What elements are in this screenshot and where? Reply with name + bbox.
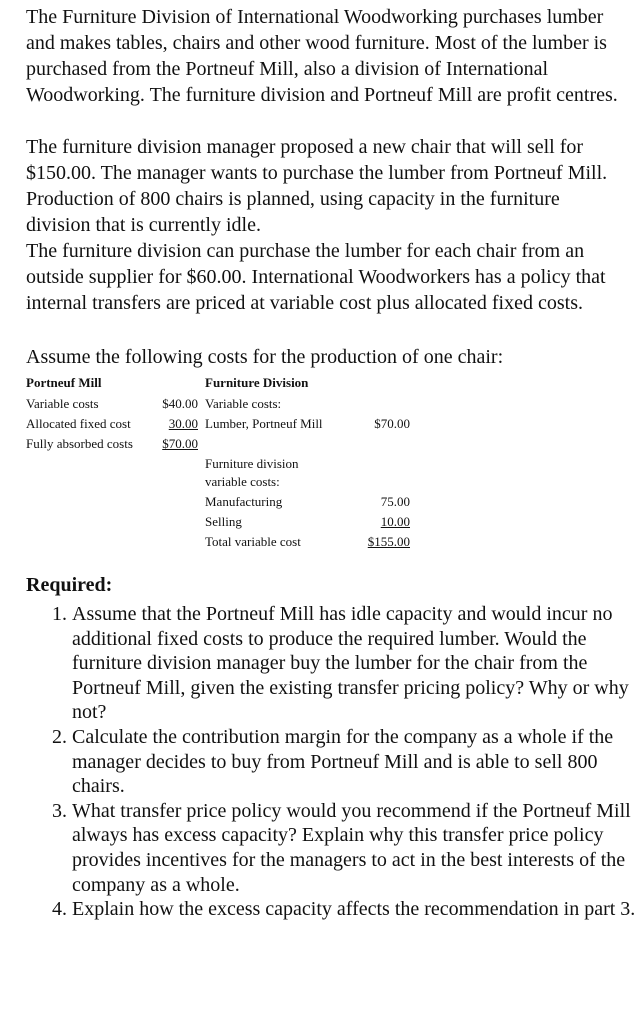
required-heading: Required: (26, 574, 113, 596)
fd-variable-label: Furniture division (205, 456, 299, 471)
furniture-variable-label: Variable costs: (205, 396, 282, 411)
list-item: 2. Calculate the contribution margin for the company as a whole if the manager decides to buy from Portneuf Mill and is able to sell 800 chairs. (72, 725, 642, 799)
required-list (46, 602, 642, 922)
fd-variable-label: variable costs: (205, 474, 280, 489)
mill-row-value: 30.00 (168, 416, 198, 431)
list-item: 3. What transfer price policy would you recommend if the Portneuf Mill always has excess capacity? Explain why this transfer price policy provides incentives for the managers to act in the best interests of the company as a whole. (72, 799, 642, 897)
mill-row-label: Fully absorbed costs (26, 436, 133, 451)
intro-paragraph-1: The Furniture Division of International Woodworking purchases lumber and makes tables, chairs and other wood furniture. Most of the lumber is purchased from the Portneuf Mill, also a division of International Woodworking. The furniture division and Portneuf Mill are profit centres. (26, 6, 618, 106)
intro-paragraph-4: Assume the following costs for the production of one chair: (26, 346, 504, 368)
manufacturing-label: Manufacturing (205, 494, 283, 509)
mill-row-value: $70.00 (162, 436, 198, 451)
list-item: 1. Assume that the Portneuf Mill has idle capacity and would incur no additional fixed costs to produce the required lumber. Would the furniture division manager buy the lumber for the chair from the Portneuf Mill, given the existing transfer pricing policy? Why or why not? (72, 602, 642, 725)
lumber-label: Lumber, Portneuf Mill (205, 416, 323, 431)
list-item: 4. Explain how the excess capacity affects the recommendation in part 3. (72, 897, 642, 922)
total-variable-value: $155.00 (367, 534, 410, 549)
mill-row-value: $40.00 (162, 396, 198, 411)
intro-paragraph-2: The furniture division manager proposed a new chair that will sell for $150.00. The manager wants to purchase the lumber from Portneuf Mill. Production of 800 chairs is planned, using capacity in the furniture division that is currently idle. (26, 136, 608, 236)
total-variable-label: Total variable cost (205, 534, 301, 549)
lumber-value: $70.00 (374, 416, 410, 431)
manufacturing-value: 75.00 (380, 494, 410, 509)
intro-paragraph-3: The furniture division can purchase the lumber for each chair from an outside supplier for $60.00. International Woodworkers has a policy that internal transfers are priced at variable cost plus allocated fixed costs. (26, 240, 606, 314)
mill-row-label: Variable costs (26, 396, 99, 411)
mill-row-label: Allocated fixed cost (26, 416, 131, 431)
mill-header: Portneuf Mill (26, 375, 102, 390)
selling-value: 10.00 (380, 514, 410, 529)
selling-label: Selling (205, 514, 242, 529)
furniture-header: Furniture Division (205, 375, 309, 390)
